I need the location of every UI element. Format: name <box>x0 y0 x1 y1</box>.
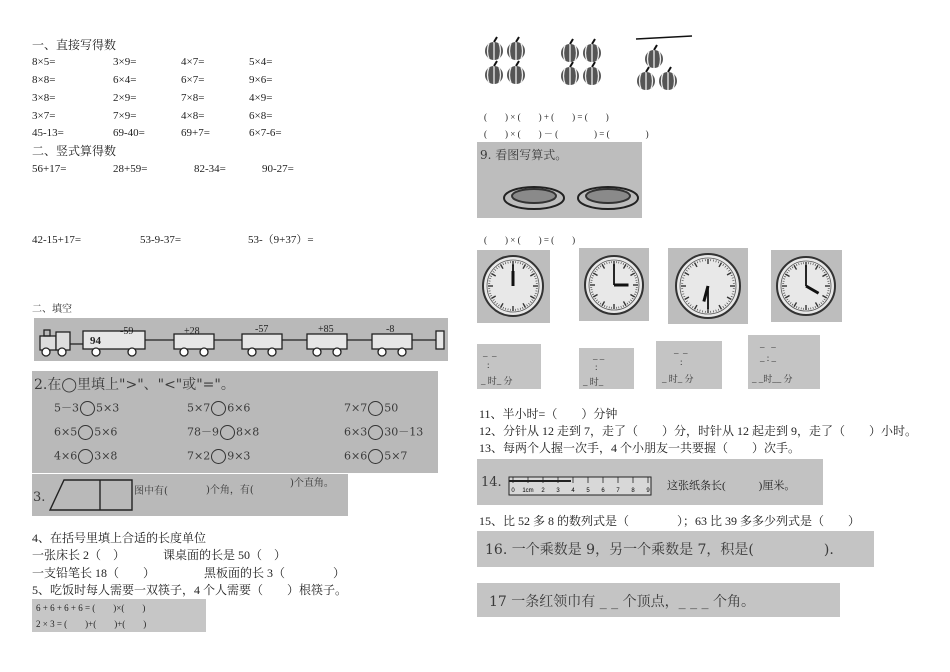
q14-text: 这张纸条长( )厘米。 <box>667 480 796 492</box>
q2-r3-c3: 6×6 5×7 <box>344 449 408 463</box>
colon-mark: : <box>595 362 598 372</box>
row1-q2: 3×9= <box>113 56 137 68</box>
train-diagram <box>34 318 448 361</box>
q2-r2-c3: 6×3 30－13 <box>344 425 424 439</box>
train-op-5: -8 <box>386 324 395 335</box>
row2-q4: 9×6= <box>249 74 273 86</box>
q2-r1-c2: 5×7 6×6 <box>187 401 251 415</box>
q2-r3-c1: 4×6 3×8 <box>54 449 118 463</box>
row2-q1: 8×8= <box>32 74 56 86</box>
section3-title: 二、填空 <box>32 304 72 315</box>
compare-circle[interactable] <box>211 449 226 464</box>
train-start-number: 94 <box>90 335 101 347</box>
time-label-2: _ 时_ <box>583 377 604 387</box>
ruler-tick-label: 5 <box>586 488 590 494</box>
q5-equation-box <box>32 599 206 632</box>
tick-mark: _ _ <box>674 345 688 355</box>
ruler-tick-label: 7 <box>616 488 620 494</box>
row1-q4: 5×4= <box>249 56 273 68</box>
q12: 12、分针从 12 走到 7，走了（ ）分，时针从 12 起走到 9，走了（ ）小时。 <box>479 424 918 438</box>
q9-title: 9. 看图写算式。 <box>480 148 568 162</box>
row5-q3: 69+7= <box>181 127 210 139</box>
q2-r2-c2: 78－9 8×8 <box>187 425 260 439</box>
pumpkin-eq2: ( ) × ( ) － ( ) = ( ) <box>484 129 649 139</box>
ruler-tick-label: 4 <box>571 488 575 494</box>
vert-q5: 42-15+17= <box>32 234 82 246</box>
row3-q2: 2×9= <box>113 92 137 104</box>
clock-4 <box>771 250 842 322</box>
q11: 11、半小时=（ ）分钟 <box>479 407 618 421</box>
q2-title: 2.在◯里填上">"、"<"或"="。 <box>34 377 235 393</box>
q4-line2a: 一支铅笔长 18（ ） <box>32 566 156 580</box>
ruler-tick-label: 2 <box>541 488 545 494</box>
q17-text: 17 一条红领巾有 _ _ 个顶点，_ _ _ 个角。 <box>489 594 755 610</box>
q14-number: 14. <box>481 475 502 490</box>
colon-mark: _ : _ <box>760 353 777 363</box>
time-label-1: _ 时_ 分 <box>481 376 513 386</box>
compare-circle[interactable] <box>78 425 93 440</box>
q9-equation: ( ) × ( ) = ( ) <box>484 235 576 245</box>
clock-1 <box>477 250 550 323</box>
row3-q4: 4×9= <box>249 92 273 104</box>
compare-circle[interactable] <box>80 401 95 416</box>
time-label-3: _ 时_ 分 <box>662 374 694 384</box>
section2-title: 二、竖式算得数 <box>32 144 117 158</box>
q4-line2b: 黑板面的长 3（ ） <box>204 566 346 580</box>
row5-q1: 45-13= <box>32 127 64 139</box>
ruler-tick-label: 0 <box>511 488 515 494</box>
q3-text-b: )个角，有( <box>206 485 254 496</box>
vert-q4: 90-27= <box>262 163 294 175</box>
pumpkin-illustration <box>478 34 698 96</box>
vert-q2: 28+59= <box>113 163 148 175</box>
train-op-1: -59 <box>120 326 134 337</box>
row2-q3: 6×7= <box>181 74 205 86</box>
row4-q4: 6×8= <box>249 110 273 122</box>
clock-3 <box>668 248 748 324</box>
q2-r2-c1: 6×5 5×6 <box>54 425 118 439</box>
ruler-tick-label: 3 <box>556 488 560 494</box>
colon-mark: : <box>487 360 490 370</box>
train-op-4: +85 <box>318 324 334 335</box>
row4-q3: 4×8= <box>181 110 205 122</box>
trapezoid-figure <box>48 474 138 516</box>
row1-q3: 4×7= <box>181 56 205 68</box>
pumpkin-eq1: ( ) × ( ) + ( ) = ( ) <box>484 112 609 122</box>
compare-circle[interactable] <box>368 425 383 440</box>
time-label-4: _ _时__ 分 <box>752 374 793 384</box>
ruler-tick-label: 8 <box>631 488 635 494</box>
q16-text: 16. 一个乘数是 9，另一个乘数是 7，积是( ). <box>485 542 834 558</box>
section1-title: 一、直接写得数 <box>32 38 117 52</box>
time-box-3 <box>656 341 722 389</box>
compare-circle[interactable] <box>211 401 226 416</box>
row4-q1: 3×7= <box>32 110 56 122</box>
compare-circle[interactable] <box>78 449 93 464</box>
compare-circle[interactable] <box>368 401 383 416</box>
ruler-tick-label: 1cm <box>522 488 534 494</box>
row5-q2: 69-40= <box>113 127 145 139</box>
q16-box <box>477 531 874 567</box>
row4-q2: 7×9= <box>113 110 137 122</box>
tick-mark: _ _ <box>760 339 776 349</box>
row2-q2: 6×4= <box>113 74 137 86</box>
q2-r1-c1: 5－3 5×3 <box>54 401 120 415</box>
q5-eq2: 2 × 3 = ( )+( )+( ) <box>36 619 147 629</box>
vert-q3: 82-34= <box>194 163 226 175</box>
vert-q7: 53-（9+37）= <box>248 234 314 246</box>
q14-ruler-box <box>477 459 823 505</box>
tick-mark: _ _ <box>593 351 605 361</box>
train-op-2: +28 <box>184 326 200 337</box>
colon-mark: : <box>680 357 683 367</box>
plates-figure <box>503 178 643 214</box>
time-box-4 <box>748 335 820 389</box>
compare-circle[interactable] <box>220 425 235 440</box>
q17-box <box>477 583 840 617</box>
row1-q1: 8×5= <box>32 56 56 68</box>
vert-q6: 53-9-37= <box>140 234 182 246</box>
compare-circle[interactable] <box>368 449 383 464</box>
q4-line1b: 课桌面的长是 50（ ） <box>163 548 287 562</box>
q2-r3-c2: 7×2 9×3 <box>187 449 251 463</box>
time-box-1 <box>477 344 541 389</box>
tick-mark: _ _ <box>483 348 497 358</box>
q4-title: 4、在括号里填上合适的长度单位 <box>32 531 207 545</box>
q3-text-c: )个直角。 <box>290 478 334 489</box>
q3-shape-box <box>32 474 348 516</box>
q2-r1-c3: 7×7 50 <box>344 401 399 415</box>
row3-q1: 3×8= <box>32 92 56 104</box>
row5-q4: 6×7-6= <box>249 127 282 139</box>
q4-line1a: 一张床长 2（ ） <box>32 548 126 562</box>
time-box-2 <box>579 348 634 389</box>
q13: 13、每两个人握一次手，4 个小朋友一共要握（ ）次手。 <box>479 441 801 455</box>
ruler <box>507 473 655 499</box>
ruler-tick-label: 6 <box>601 488 605 494</box>
ruler-tick-label: 9 <box>646 488 650 494</box>
q5-eq1: 6 + 6 + 6 + 6 = ( )×( ) <box>36 603 146 613</box>
q15: 15、比 52 多 8 的数列式是（ ）；63 比 39 多多少列式是（ ） <box>479 514 861 528</box>
train-op-3: -57 <box>255 324 269 335</box>
vert-q1: 56+17= <box>32 163 67 175</box>
q9-box <box>477 142 642 218</box>
q3-text-a: 图中有( <box>134 486 168 497</box>
q5-text: 5、吃饭时每人需要一双筷子，4 个人需要（ ）根筷子。 <box>32 583 348 597</box>
q2-compare-box <box>32 371 438 473</box>
q3-number: 3. <box>33 490 46 505</box>
clock-2 <box>579 248 649 321</box>
row3-q3: 7×8= <box>181 92 205 104</box>
